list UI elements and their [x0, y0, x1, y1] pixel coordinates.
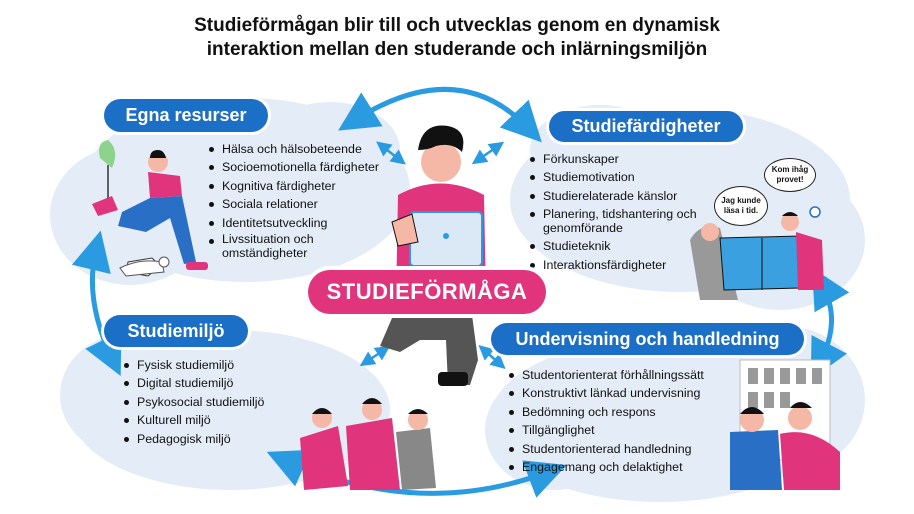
heading-undervisning-och-handledning: Undervisning och handledning	[491, 323, 804, 355]
list-item: Studiemotivation	[530, 168, 700, 186]
title-line-2: interaktion mellan den studerande och inlärningsmiljön	[206, 39, 708, 60]
list-item: Studentorienterat förhållningssätt	[509, 366, 739, 384]
list-egna-resurser	[209, 140, 399, 260]
list-item: Livssituation och omständigheter	[209, 232, 342, 260]
speech-bubble-right: Kom ihåg provet!	[764, 158, 816, 192]
diagram-title	[0, 14, 914, 62]
list-item: Förkunskaper	[530, 150, 700, 168]
list-item: Engagemang och delaktighet	[509, 458, 739, 476]
list-item: Studierelaterade känslor	[530, 187, 700, 205]
list-item: Tillgänglighet	[509, 421, 739, 439]
list-item: Fysisk studiemiljö	[124, 356, 304, 374]
list-item: Identitetsutveckling	[209, 214, 399, 232]
list-item: Kulturell miljö	[124, 411, 304, 429]
list-item: Interaktionsfärdigheter	[530, 256, 700, 274]
list-item: Socioemotionella färdigheter	[209, 158, 399, 176]
list-undervisning	[509, 366, 739, 476]
list-item: Planering, tidshantering och genomförande	[530, 205, 700, 237]
list-item: Psykosocial studiemiljö	[124, 393, 304, 411]
list-studiefardigheter	[530, 150, 700, 274]
student-group-illustration	[300, 398, 436, 490]
list-item: Bedömning och respons	[509, 403, 739, 421]
heading-egna-resurser: Egna resurser	[104, 99, 268, 132]
heading-studiefardigheter: Studiefärdigheter	[549, 111, 743, 142]
small-arrow-bl	[366, 350, 384, 362]
list-studiemiljo	[124, 356, 304, 448]
teacher-student-illustration	[730, 360, 840, 490]
center-label-studieformaga: STUDIEFÖRMÅGA	[308, 270, 546, 314]
list-item: Hälsa och hälsobeteende	[209, 140, 399, 158]
heading-studiemiljo: Studiemiljö	[104, 315, 248, 347]
list-item: Studieteknik	[530, 237, 700, 255]
list-item: Digital studiemiljö	[124, 374, 304, 392]
speech-bubble-left: Jag kunde läsa i tid.	[714, 186, 768, 226]
list-item: Pedagogisk miljö	[124, 430, 304, 448]
list-item: Konstruktivt länkad undervisning	[509, 384, 739, 402]
list-item: Kognitiva färdigheter	[209, 177, 399, 195]
title-line-1: Studieförmågan blir till och utvecklas genom en dynamisk	[194, 15, 720, 36]
list-item: Sociala relationer	[209, 195, 399, 213]
list-item: Studentorienterad handledning	[509, 440, 739, 458]
small-arrow-tr	[478, 146, 498, 160]
